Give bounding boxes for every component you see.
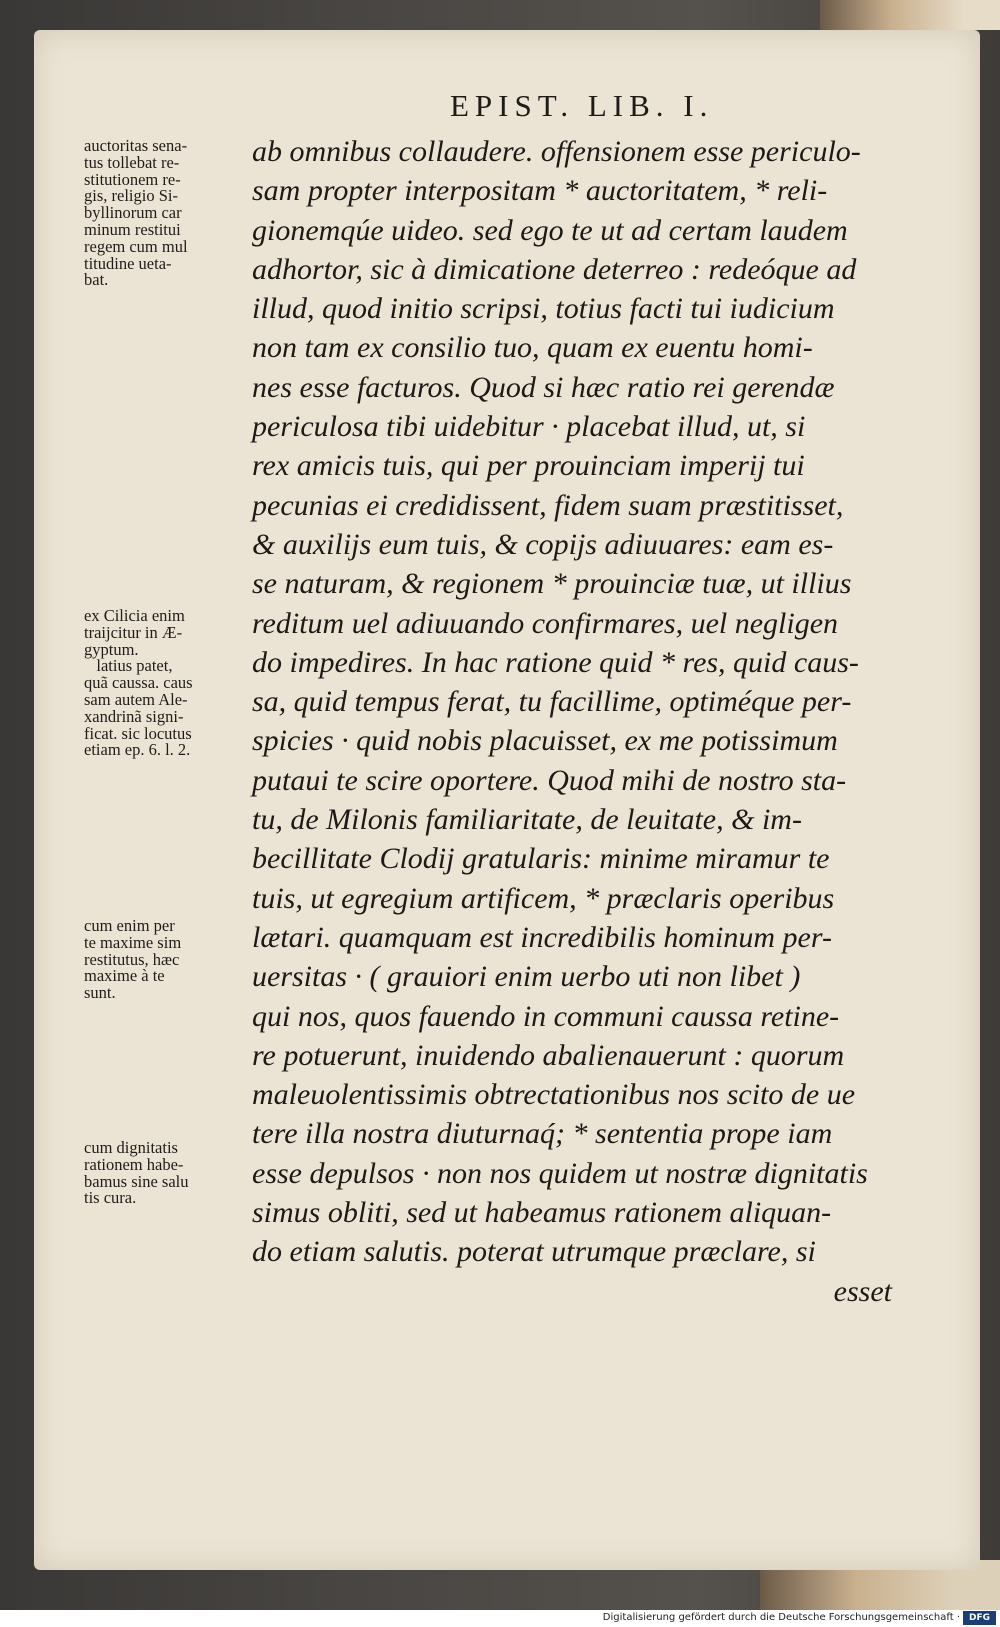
- text-line: spicies · quid nobis placuisset, ex me potissimum: [252, 724, 838, 758]
- adjacent-page-edge-top: [820, 0, 1000, 30]
- text-line: maleuolentissimis obtrectationibus nos scito de ue: [252, 1078, 856, 1112]
- text-line: gionemqúe uideo. sed ego te ut ad certam laudem: [252, 213, 848, 247]
- text-line: illud, quod initio scripsi, totius facti tui iudicium: [252, 292, 835, 326]
- margin-note: cum dignitatis rationem habe- bamus sine salu tis cura.: [84, 1138, 189, 1208]
- text-line: rex amicis tuis, qui per prouinciam imperij tui: [252, 449, 805, 483]
- margin-note: auctoritas sena- tus tollebat re- stitutionem re- gis, religio Si- byllinorum car minum restitui regem cum mul titudine ueta- bat.: [84, 136, 188, 290]
- text-line: tere illa nostra diuturnaq́; * sententia prope iam: [252, 1117, 833, 1151]
- body-text: [252, 132, 932, 1311]
- text-line: esse depulsos · non nos quidem ut nostræ dignitatis: [252, 1156, 868, 1190]
- text-line: qui nos, quos fauendo in communi caussa retine-: [252, 999, 840, 1033]
- text-line: do etiam salutis. poterat utrumque præclare, si: [252, 1235, 816, 1269]
- text-line: & auxilijs eum tuis, & copijs adiuuares: eam es-: [252, 527, 834, 561]
- text-line: se naturam, & regionem * prouinciæ tuæ, ut illius: [252, 567, 852, 601]
- text-line: sa, quid tempus ferat, tu facillime, optiméque per-: [252, 685, 852, 719]
- text-line: becillitate Clodij gratularis: minime miramur te: [252, 842, 830, 876]
- text-line: simus obliti, sed ut habeamus rationem aliquan-: [252, 1196, 832, 1230]
- text-line: nes esse facturos. Quod si hæc ratio rei gerendæ: [252, 370, 835, 404]
- text-line: tuis, ut egregium artificem, * præclaris operibus: [252, 881, 835, 915]
- text-line: do impedires. In hac ratione quid * res, quid caus-: [252, 645, 859, 679]
- text-line: ab omnibus collaudere. offensionem esse periculo-: [252, 135, 861, 168]
- catchword: esset: [833, 1274, 892, 1308]
- dfg-logo: DFG: [963, 1611, 996, 1625]
- text-line: uersitas · ( grauiori enim uerbo uti non libet ): [252, 960, 801, 994]
- text-line: reditum uel adiuuando confirmares, uel negligen: [252, 606, 839, 640]
- funding-notice: Digitalisierung gefördert durch die Deutsche Forschungsgemeinschaft ·: [602, 1612, 960, 1623]
- margin-note: cum enim per te maxime sim restitutus, hæc maxime à te sunt.: [84, 916, 182, 1003]
- text-line: sam propter interpositam * auctoritatem, * reli-: [252, 174, 828, 208]
- text-line: tu, de Milonis familiaritate, de leuitate, & im-: [252, 803, 802, 837]
- text-line: re potuerunt, inuidendo abalienauerunt : quorum: [252, 1038, 845, 1072]
- text-line: pecunias ei credidissent, fidem suam præstitisset,: [252, 488, 844, 522]
- text-line: periculosa tibi uidebitur · placebat illud, ut, si: [252, 410, 806, 444]
- margin-note: ex Cilicia enim traijcitur in Æ- gyptum. latius patet, quã caussa. caus sam autem Ale- xandrinã signi- ficat. sic locutus etiam ep. 6. l. 2.: [84, 606, 193, 760]
- text-line: non tam ex consilio tuo, quam ex euentu homi-: [252, 331, 813, 365]
- text-line: adhortor, sic à dimicatione deterreo : redeóque ad: [252, 252, 857, 286]
- running-header: EPIST. LIB. I.: [450, 88, 714, 123]
- text-line: putaui te scire oportere. Quod mihi de nostro sta-: [252, 763, 847, 797]
- text-line: lætari. quamquam est incredibilis hominum per-: [252, 920, 832, 954]
